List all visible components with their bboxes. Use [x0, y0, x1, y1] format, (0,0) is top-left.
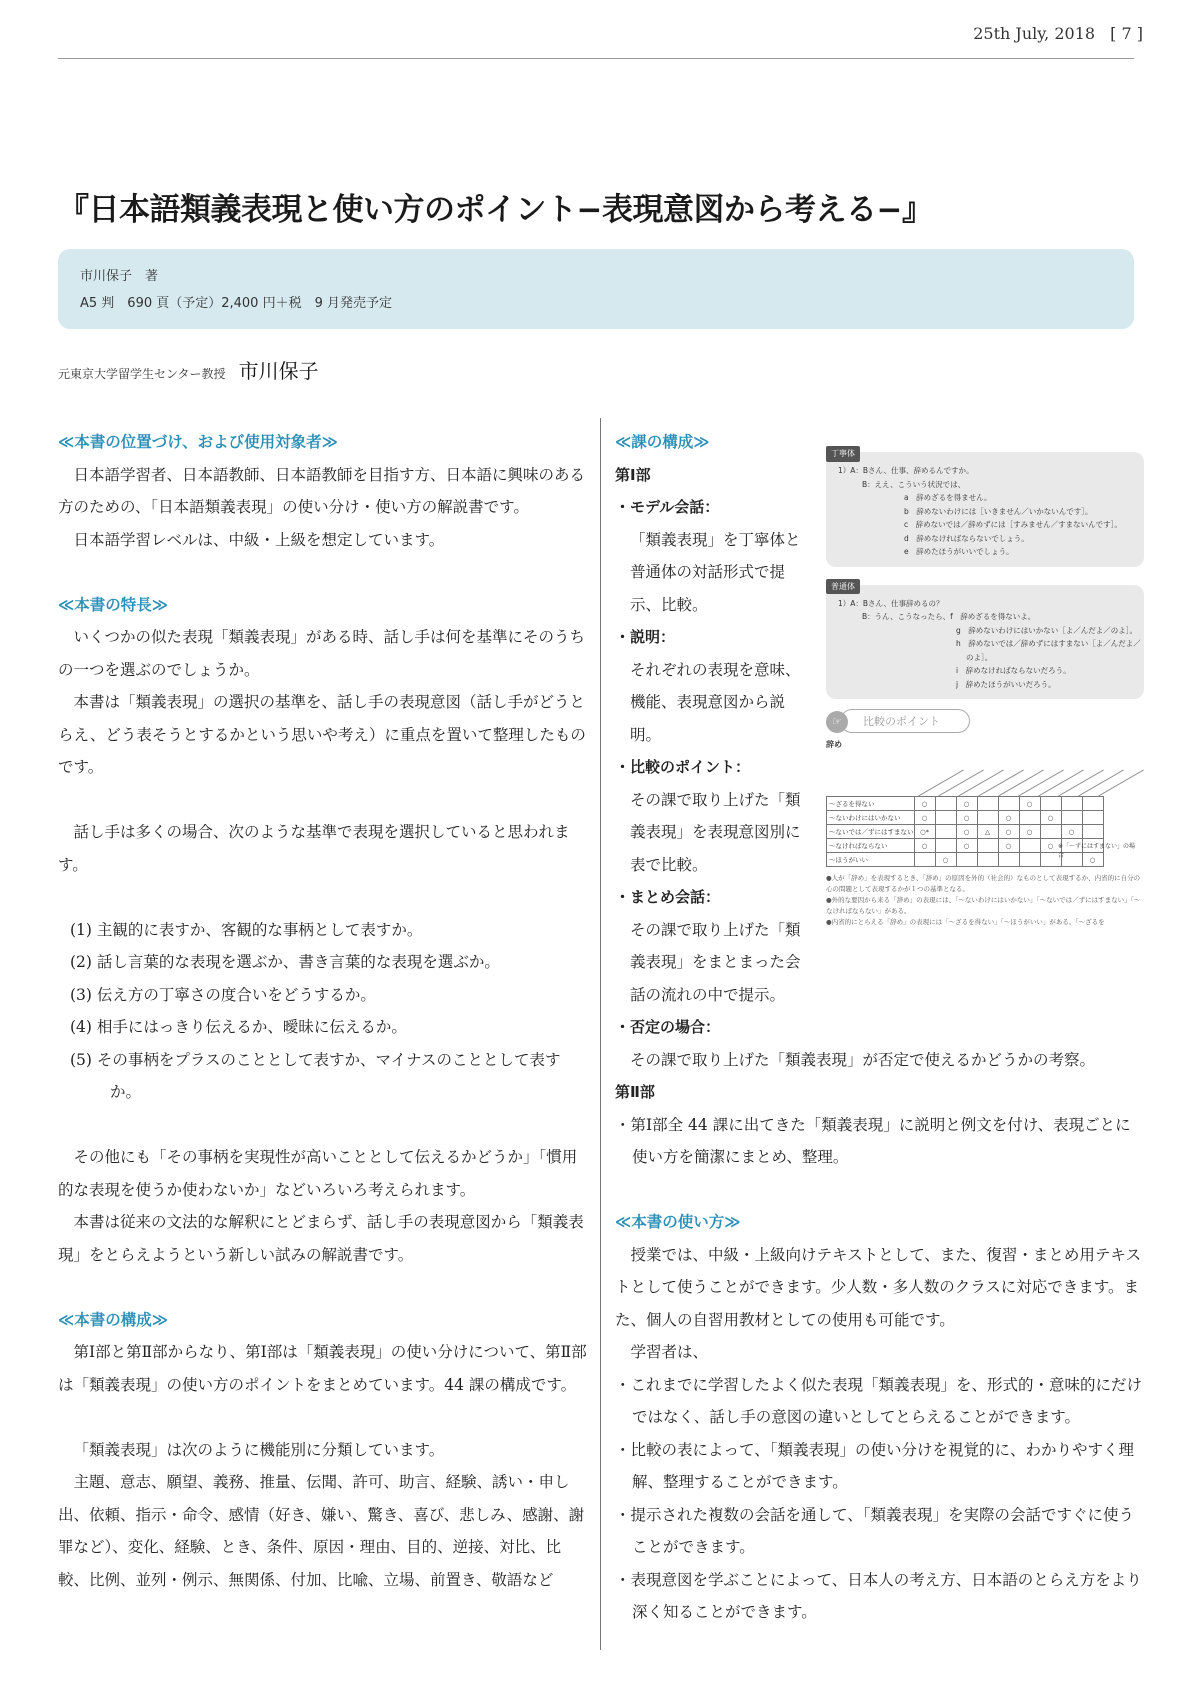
table-cell — [1019, 811, 1040, 825]
comparison-point-header — [826, 709, 1144, 735]
left-column — [58, 426, 590, 1596]
table-row-label: 〜ないでは／ずにはすまない — [827, 825, 915, 839]
table-cell: ○ — [956, 825, 977, 839]
table-cell — [1061, 797, 1082, 811]
table-row — [827, 825, 1104, 839]
header-rule — [58, 58, 1134, 59]
explanation-text: それぞれの表現を意味、機能、表現意図から説明。 — [630, 660, 801, 744]
table-cell — [956, 853, 977, 867]
table-cell: ○ — [1040, 811, 1061, 825]
table-cell: ○ — [1040, 839, 1061, 853]
dialogue-line: j 辞めたほうがいいだろう。 — [956, 679, 1056, 689]
dialogue-line: c 辞めないでは／辞めずには［すみません／すまないんです］。 — [904, 520, 1122, 529]
book-author-line: 市川保子 著 — [80, 269, 159, 284]
book-info-box — [58, 249, 1134, 329]
table-cell: ○ — [956, 811, 977, 825]
author-affiliation: 元東京大学留学生センター教授 — [58, 367, 226, 381]
table-cell: ○ — [998, 811, 1019, 825]
part-2-text: ・第Ⅰ部全 44 課に出てきた「類義表現」に説明と例文を付け、表現ごとに使い方を簡潔にまとめ、整理。 — [615, 1115, 1131, 1166]
dialogue-line: b 辞めないわけには［いきません／いかないんです］。 — [904, 506, 1093, 516]
dialogue-line: 1）A：Bさん、仕事辞めるの？ — [838, 598, 944, 608]
table-cell — [977, 797, 998, 811]
dialogue-line: 1）A：Bさん、仕事、辞めるんですか。 — [838, 466, 974, 475]
table-cell — [935, 825, 956, 839]
paragraph: 学習者は、 — [630, 1343, 709, 1361]
table-cell: ○ — [1082, 853, 1103, 867]
plain-style-tag: 普通体 — [826, 579, 860, 595]
table-row-label: 〜ないわけにはいかない — [827, 811, 915, 825]
section-heading-features: ≪本書の特長≫ — [58, 595, 168, 614]
list-item: ・表現意図を学ぶことによって、日本人の考え方、日本語のとらえ方をより深く知ることができます。 — [615, 1570, 1142, 1621]
section-heading-usage: ≪本書の使い方≫ — [615, 1213, 741, 1231]
dialogue-line: d 辞めなければならないでしょう。 — [904, 533, 1029, 543]
page-header — [973, 24, 1143, 43]
column-divider — [600, 418, 601, 1650]
author-byline — [58, 355, 319, 384]
list-number: (3) — [70, 985, 92, 1004]
table-cell: ○* — [914, 825, 935, 839]
dialogue-line: h 辞めないでは／辞めずにはすまない［よ／んだよ／ — [956, 639, 1141, 648]
negative-label: ・否定の場合： — [615, 1018, 721, 1036]
table-cell — [1019, 839, 1040, 853]
list-text: その事柄をプラスのこととして表すか、マイナスのこととして表すか。 — [96, 1050, 561, 1101]
author-name: 市川保子 — [238, 359, 319, 383]
comparison-table-label: 辞め — [826, 740, 842, 749]
table-cell — [1040, 825, 1061, 839]
table-row — [827, 797, 1104, 811]
list-number: (2) — [70, 953, 92, 971]
list-number: (5) — [70, 1050, 92, 1069]
table-cell: ○ — [956, 797, 977, 811]
table-cell — [977, 839, 998, 853]
paragraph: その他にも「その事柄を実現性が高いこととして伝えるかどうか」「慣用的な表現を使うか使わないか」などいろいろ考えられます。 — [58, 1148, 578, 1199]
table-cell — [1019, 853, 1040, 867]
model-conversation-text: 「類義表現」を丁寧体と普通体の対話形式で提示、比較。 — [630, 530, 801, 614]
section-heading-structure: ≪本書の構成≫ — [58, 1310, 168, 1329]
sample-page-figure — [826, 449, 1144, 928]
part-2-label: 第Ⅱ部 — [615, 1083, 655, 1101]
summary-conversation-label: ・まとめ会話： — [615, 888, 721, 906]
list-number: (1) — [70, 920, 92, 939]
polite-style-tag: 丁寧体 — [826, 446, 860, 462]
list-text: 話し言葉的な表現を選ぶか、書き言葉的な表現を選ぶか。 — [96, 953, 500, 971]
table-cell — [935, 797, 956, 811]
table-cell — [998, 853, 1019, 867]
section-heading-position: ≪本書の位置づけ、および使用対象者≫ — [58, 433, 338, 451]
paragraph: 第Ⅰ部と第Ⅱ部からなり、第Ⅰ部は「類義表現」の使い分けについて、第Ⅱ部は「類義表現」の使い方のポイントをまとめています。44 課の構成です。 — [58, 1343, 587, 1394]
list-number: (4) — [70, 1018, 92, 1036]
table-note: ●人が「辞め」を表現するとき、「辞め」の原因を外的（社会的）なものとして表現するか、内省的に自分の心の問題として表現するかが１つの基準となる。 — [826, 874, 1141, 893]
list-text: 相手にはっきり伝えるか、曖昧に伝えるか。 — [96, 1018, 407, 1036]
right-column-top — [615, 426, 815, 1011]
list-text: 伝え方の丁寧さの度合いをどうするか。 — [96, 985, 376, 1004]
comparison-text: その課で取り上げた「類義表現」を表現意図別に表で比較。 — [630, 790, 801, 874]
dialogue-line: a 辞めざるを得ません。 — [904, 493, 992, 502]
dialogue-line: B：ええ、こういう状況では、 — [862, 479, 966, 489]
list-item — [58, 914, 590, 947]
table-cell — [977, 811, 998, 825]
table-row-label: 〜ほうがいい — [827, 853, 915, 867]
table-cell — [977, 853, 998, 867]
pointer-icon: ☞ — [826, 711, 848, 733]
table-cell — [1061, 811, 1082, 825]
list-item: ・提示された複数の会話を通して、「類義表現」を実際の会話ですぐに使うことができます。 — [615, 1505, 1134, 1556]
table-cell: ○ — [998, 825, 1019, 839]
paragraph: 授業では、中級・上級向けテキストとして、また、復習・まとめ用テキストとして使うことができます。少人数・多人数のクラスに対応できます。また、個人の自習用教材としての使用も可能です。 — [615, 1245, 1142, 1329]
table-cell: △ — [977, 825, 998, 839]
paragraph: 主題、意志、願望、義務、推量、伝聞、許可、助言、経験、誘い・申し出、依頼、指示・命令、感情（好き、嫌い、驚き、喜び、悲しみ、感謝、謝罪など）、変化、経験、とき、条件、原因・理由、目的、逆接、対比、比較、比例、並列・例示、無関係、付加、比喩、立場、前置き、敬語など — [58, 1473, 585, 1589]
table-cell: ○ — [956, 839, 977, 853]
table-row-label: 〜ざるを得ない — [827, 797, 915, 811]
book-spec-line: A5 判 690 頁（予定）2,400 円＋税 9 月発売予定 — [80, 296, 392, 311]
table-cell — [998, 797, 1019, 811]
table-cell — [1082, 811, 1103, 825]
table-side-note: ※「〜ずにはすまない」の場合 — [1058, 843, 1136, 859]
table-cell: ○ — [914, 811, 935, 825]
paragraph: 日本語学習レベルは、中級・上級を想定しています。 — [73, 530, 445, 549]
table-cell: ○ — [914, 839, 935, 853]
section-heading-lesson-structure: ≪課の構成≫ — [615, 433, 710, 451]
summary-conversation-text: その課で取り上げた「類義表現」をまとまった会話の流れの中で提示。 — [630, 920, 801, 1004]
paragraph: 本書は「類義表現」の選択の基準を、話し手の表現意図（話し手がどうとらえ、どう表そうとするかという思いや考え）に重点を置いて整理したものです。 — [58, 693, 586, 776]
paragraph: 話し手は多くの場合、次のような基準で表現を選択していると思われます。 — [58, 823, 570, 874]
plain-style-box — [826, 581, 1144, 700]
list-item: ・比較の表によって、「類義表現」の使い分けを視覚的に、わかりやすく理解、整理することができます。 — [615, 1440, 1134, 1491]
dialogue-line: e 辞めたほうがいいでしょう。 — [904, 547, 1014, 556]
comparison-point-title: 比較のポイント — [840, 709, 970, 733]
table-note: ●内省的にとらえる「辞め」の表現には「〜ざるを得ない」「〜ほうがいい」がある。「〜ざるを — [826, 918, 1105, 926]
table-cell — [1082, 797, 1103, 811]
table-cell — [1082, 825, 1103, 839]
paragraph: 「類義表現」は次のように機能別に分類しています。 — [73, 1440, 445, 1459]
paragraph: 本書は従来の文法的な解釈にとどまらず、話し手の表現意図から「類義表現」をとらえようという新しい試みの解説書です。 — [58, 1213, 584, 1264]
paragraph: いくつかの似た表現「類義表現」がある時、話し手は何を基準にそのうちの一つを選ぶのでしょうか。 — [58, 628, 586, 679]
explanation-label: ・説明： — [615, 628, 676, 646]
dialogue-line: B：うん、こうなったら、f 辞めざるを得ないよ。 — [862, 612, 1036, 621]
table-cell: ○ — [1061, 825, 1082, 839]
table-cell — [1040, 797, 1061, 811]
header-date: 25th July, 2018 — [973, 24, 1096, 43]
dialogue-line: i 辞めなければならないだろう。 — [956, 666, 1071, 675]
table-cell: ○ — [998, 839, 1019, 853]
table-column-headers — [826, 750, 1144, 796]
right-column-bottom — [615, 1011, 1145, 1629]
paragraph: 日本語学習者、日本語教師、日本語教師を目指す方、日本語に興味のある方のための、「日本語類義表現」の使い分け・使い方の解説書です。 — [58, 465, 586, 516]
header-page-number: [ 7 ] — [1110, 24, 1143, 43]
table-cell — [914, 853, 935, 867]
model-conversation-label: ・モデル会話： — [615, 498, 720, 516]
polite-style-box — [826, 449, 1144, 567]
comparison-label: ・比較のポイント： — [615, 758, 751, 776]
table-cell: ○ — [914, 797, 935, 811]
table-note: ●外的な要因から来る「辞め」の表現には、「〜ないわけにはいかない」「〜ないでは／ずにはすまない」「〜なければならない」がある。 — [826, 896, 1141, 915]
table-row-label: 〜なければならない — [827, 839, 915, 853]
table-cell: ○ — [1019, 825, 1040, 839]
table-cell: ○ — [935, 853, 956, 867]
list-text: 主観的に表すか、客観的な事柄として表すか。 — [96, 920, 423, 939]
negative-text: その課で取り上げた「類義表現」が否定で使えるかどうかの考察。 — [630, 1050, 1096, 1069]
list-item — [58, 979, 590, 1012]
part-1-label: 第Ⅰ部 — [615, 465, 651, 484]
table-notes — [826, 873, 1144, 928]
table-cell: ○ — [1019, 797, 1040, 811]
book-title: 『日本語類義表現と使い方のポイント−表現意図から考える−』 — [58, 192, 933, 228]
dialogue-line: のよ］。 — [966, 652, 993, 662]
list-item — [58, 946, 590, 979]
table-row — [827, 811, 1104, 825]
list-item — [58, 1011, 590, 1044]
table-cell — [935, 811, 956, 825]
table-cell — [935, 839, 956, 853]
list-item — [58, 1044, 590, 1109]
list-item: ・これまでに学習したよく似た表現「類義表現」を、形式的・意味的にだけではなく、話し手の意図の違いとしてとらえることができます。 — [615, 1375, 1143, 1426]
dialogue-line: g 辞めないわけにはいかない［よ／んだよ／のよ］。 — [956, 625, 1138, 635]
